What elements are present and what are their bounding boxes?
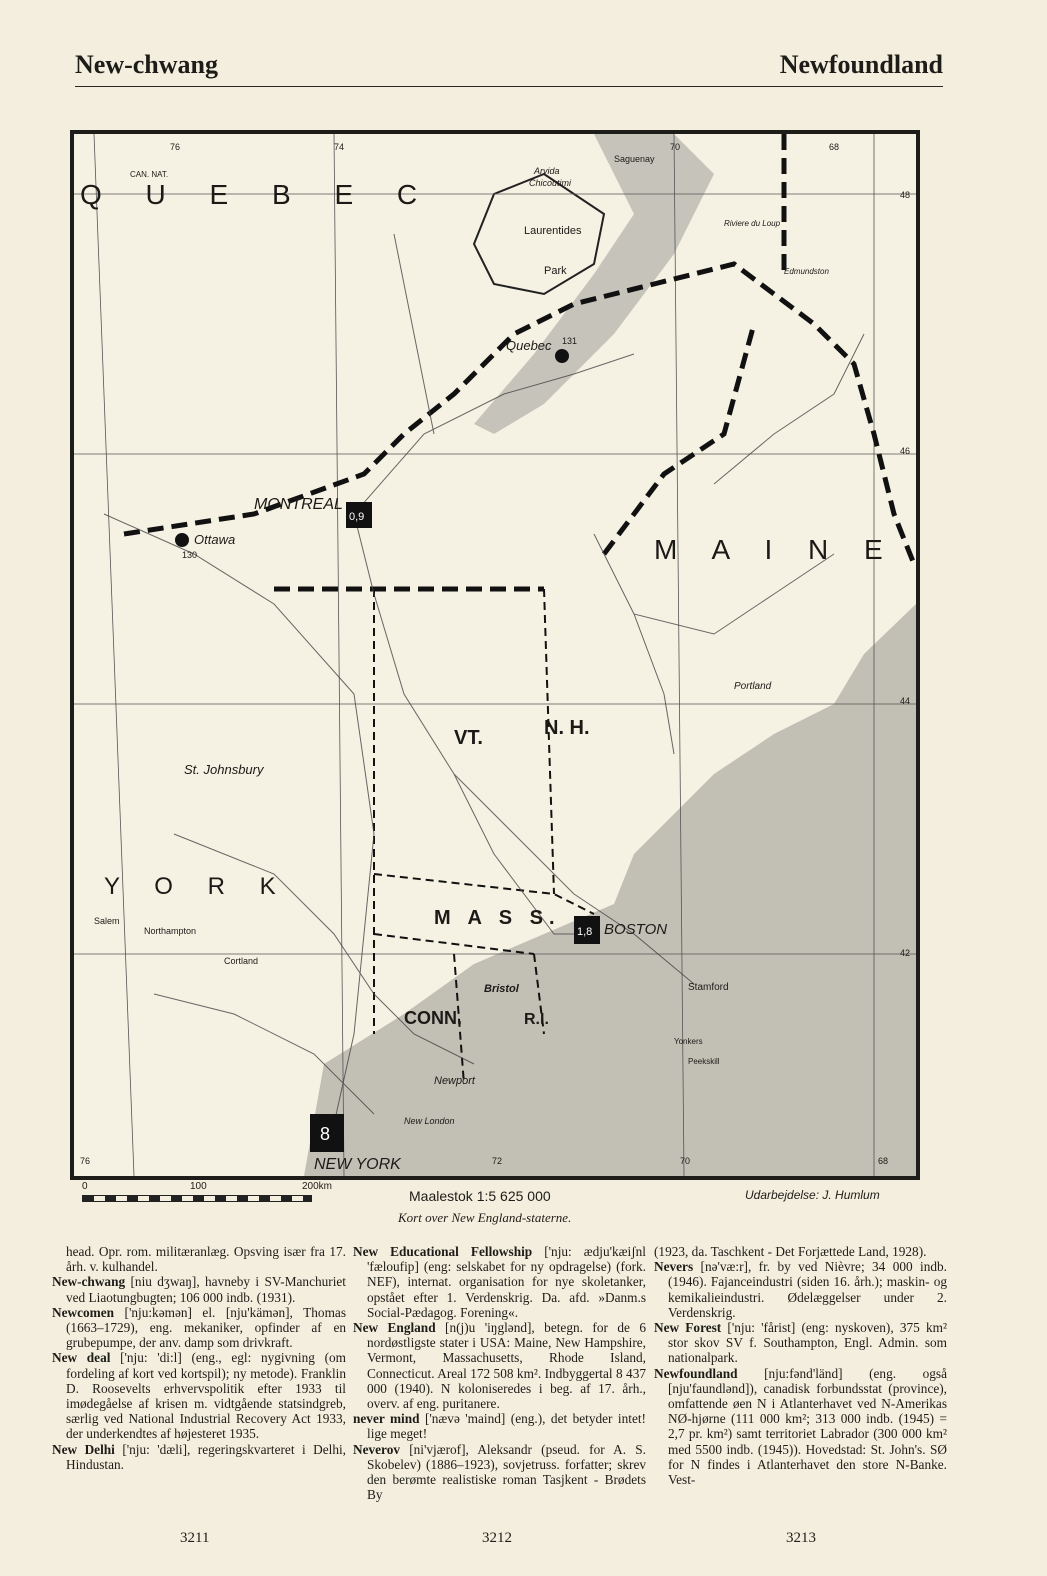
entry <box>654 1320 947 1366</box>
label-adirondack: St. Johnsbury <box>184 762 264 777</box>
label-chicoutimi: Chicoutimi <box>529 178 572 188</box>
entry-text: (1923, da. Taschkent - Det Forjættede Land, 1928). <box>654 1244 927 1259</box>
scale-label-0: 0 <box>82 1181 88 1192</box>
entry <box>353 1244 646 1320</box>
entry-text: [niu dʒwaŋ], havneby i SV-Manchuriet ved Liaotungbugten; 106 000 indb. (1931). <box>66 1274 346 1305</box>
entry-text: ['nju: 'fårist] (eng: nyskoven), 375 km² stor skov SV f. Southampton, Engl. Admin. som nationalpark. <box>668 1320 947 1366</box>
badge-ottawa: 130 <box>182 550 198 560</box>
map-svg <box>74 134 916 1176</box>
entry-text: ['nju: 'di:l] (eng., egl: nygivning (om fordeling af kort ved kortspil); ny metode). Franklin D. Roosevelts erhvervspolitik efter 1933 til imødegåelse af krisen m. vidtgående statsindgreb, særlig ved National Industrial Recovery Act 1933, der underkendtes af højesteret 1935. <box>66 1350 346 1442</box>
grid-side-44: 44 <box>900 696 911 706</box>
label-edmundston: Edmundston <box>784 267 829 276</box>
entry <box>52 1442 346 1472</box>
scale-label-200: 200km <box>302 1181 333 1192</box>
label-saguenay: Saguenay <box>614 154 655 164</box>
region-quebec: Q U E B E C <box>80 179 436 210</box>
label-quebec: Quebec <box>506 338 552 353</box>
grid-bottom-72: 72 <box>492 1156 503 1166</box>
label-marthas-vineyard: Yonkers <box>674 1037 703 1046</box>
label-catskill: Cortland <box>224 956 259 966</box>
entry-headword: New Educational Fellowship <box>353 1244 533 1259</box>
entry-text: [nju:fənd'länd] (eng. også [nju'faundlənd]), canadisk forbundsstat (province), omfattende øen N i Atlanterhavet ved N-Amerikas NØ-hjørne (111 000 km²; 313 000 indb. (1945) = 2,7 pr. km²) samt territoriet Labrador (300 000 km² med 5500 indb. (1945)). Hovedstad: St. John's. SØ for N findes i Atlanterhavet den store N-Banke. Vest- <box>668 1365 947 1488</box>
atlantic-ocean <box>304 604 916 1176</box>
scale-label-100: 100 <box>190 1181 207 1192</box>
entry-headword: never mind <box>353 1411 420 1427</box>
label-long-island: New London <box>404 1116 455 1126</box>
grid-side-46: 46 <box>900 446 911 456</box>
entry-text: [ni'vjærof], Aleksandr (pseud. for A. S. Skobelev) (1886–1923), sovjetruss. forfatter; skrev den berømte realistiske roman Tasjkent - Brødets By <box>367 1441 646 1503</box>
entry-text: head. Opr. rom. militæranlæg. Opsving især fra 17. årh. v. kulhandel. <box>66 1244 346 1275</box>
column-3 <box>654 1244 947 1487</box>
map-scale-text: Maalestok 1:5 625 000 <box>409 1188 551 1204</box>
entry-headword: Nevers <box>654 1259 694 1275</box>
entry <box>52 1274 346 1304</box>
city-ottawa <box>175 532 235 560</box>
badge-boston: 1,8 <box>577 926 593 938</box>
label-cape-cod: Stamford <box>688 982 729 993</box>
label-ottawa: Ottawa <box>194 532 236 547</box>
grid-top-76: 76 <box>170 142 181 152</box>
running-header <box>75 50 943 87</box>
entry-text: [n(j)u 'iŋglənd], betegn. for de 6 nordøstligste stater i USA: Maine, New Hampshire, Vermont, Massachusetts, Rhode Island, Connecticut. Areal 172 508 km². Indbyggertal 8 437 000 (1940). N koloniseredes i beg. af 17. årh., overv. af eng. puritanere. <box>367 1320 646 1412</box>
region-ri: R.I. <box>524 1011 549 1028</box>
map-caption: Kort over New England-staterne. <box>398 1210 572 1225</box>
region-vt: VT. <box>454 727 483 749</box>
map-credit: Udarbejdelse: J. Humlum <box>745 1188 880 1202</box>
label-providence: Bristol <box>484 983 519 995</box>
page-number-2: 3212 <box>482 1530 512 1546</box>
entry <box>52 1244 346 1274</box>
entry <box>654 1244 947 1259</box>
grid-bottom-76: 76 <box>80 1156 91 1166</box>
entry <box>353 1411 646 1441</box>
badge-montreal: 0,9 <box>349 511 365 523</box>
entry-headword: Newfoundland <box>654 1365 738 1381</box>
grid-side-48: 48 <box>900 190 911 200</box>
entry-headword: New-chwang <box>52 1274 126 1290</box>
entry-text: ['nju: 'dæli], regeringskvarteret i Delhi, Hindustan. <box>66 1441 346 1472</box>
entry-headword: New deal <box>52 1350 111 1366</box>
label-new-haven: Newport <box>434 1075 475 1087</box>
grid-top-70: 70 <box>670 142 681 152</box>
label-portland: Portland <box>734 681 772 692</box>
entry-headword: New Forest <box>654 1320 722 1336</box>
header-right-word: Newfoundland <box>779 50 943 79</box>
region-conn: CONN. <box>404 1008 462 1028</box>
entry-text: ['nævə 'maind] (eng.), det betyder intet! lige meget! <box>367 1411 646 1442</box>
city-montreal <box>254 496 372 528</box>
entry-text: ['nju: ædju'kæiʃnl 'fæloufip] (eng: selskabet for ny opdragelse) (fork. NEF), internat. organisation for nye skoletanker, opstået efter 1. Verdenskrig. Da. afd. »Danm.s Social-Pædagog. Forening«. <box>367 1244 646 1320</box>
entry-headword: New England <box>353 1320 436 1336</box>
region-mass: M A S S. <box>434 907 561 929</box>
entry-text: [nə'væ:r], fr. by ved Nièvre; 34 000 indb. (1946). Fajanceindustri (siden 16. årh.); maskin- og kemikalieindustri. Ødelæggelser under 2. Verdenskrig. <box>668 1259 947 1320</box>
page-number-1: 3211 <box>180 1530 210 1546</box>
map-new-england <box>70 130 920 1180</box>
entry-headword: Newcomen <box>52 1304 115 1320</box>
entry <box>353 1320 646 1411</box>
region-york: Y O R K <box>104 873 290 900</box>
region-maine: M A I N E <box>654 534 897 565</box>
label-syracuse: Salem <box>94 916 120 926</box>
grid-bottom-70: 70 <box>680 1156 691 1166</box>
grid-side-42: 42 <box>900 948 911 958</box>
label-can-nat: CAN. NAT. <box>130 170 169 179</box>
label-arvida: Arvida <box>534 166 560 176</box>
scale-bar-graphic <box>82 1195 312 1202</box>
entry-headword: Neverov <box>353 1441 401 1457</box>
entry <box>52 1350 346 1441</box>
label-binghamton: Northampton <box>144 926 197 936</box>
label-riviere-du-loup: Riviere du Loup <box>724 219 781 228</box>
grid-top-74: 74 <box>334 142 345 152</box>
grid-top-68: 68 <box>829 142 840 152</box>
label-montreal: MONTREAL <box>254 496 343 513</box>
page-number-3: 3213 <box>786 1530 816 1546</box>
grid-bottom-68: 68 <box>878 1156 889 1166</box>
label-nantucket: Peekskill <box>688 1057 720 1066</box>
entry-text: ['nju:kəmən] el. [nju'kämən], Thomas (1663–1729), eng. mekaniker, opfinder af en grubepumpe, der anv. damp som drivkraft. <box>66 1304 346 1351</box>
column-2 <box>353 1244 646 1502</box>
column-1 <box>52 1244 346 1472</box>
entry <box>654 1366 947 1488</box>
entry-headword: New Delhi <box>52 1441 115 1457</box>
label-laurentides: Laurentides <box>524 225 582 237</box>
label-new-york: NEW YORK <box>314 1156 401 1173</box>
st-lawrence-river <box>474 134 714 434</box>
entry <box>353 1442 646 1503</box>
entry <box>654 1259 947 1320</box>
label-boston: BOSTON <box>604 921 668 938</box>
label-park: Park <box>544 265 567 277</box>
badge-new-york: 8 <box>320 1124 331 1144</box>
scale-bar <box>82 1183 352 1217</box>
badge-quebec: 131 <box>562 336 578 346</box>
entry <box>52 1305 346 1351</box>
region-nh: N. H. <box>544 717 590 739</box>
header-left-word: New-chwang <box>75 50 218 79</box>
